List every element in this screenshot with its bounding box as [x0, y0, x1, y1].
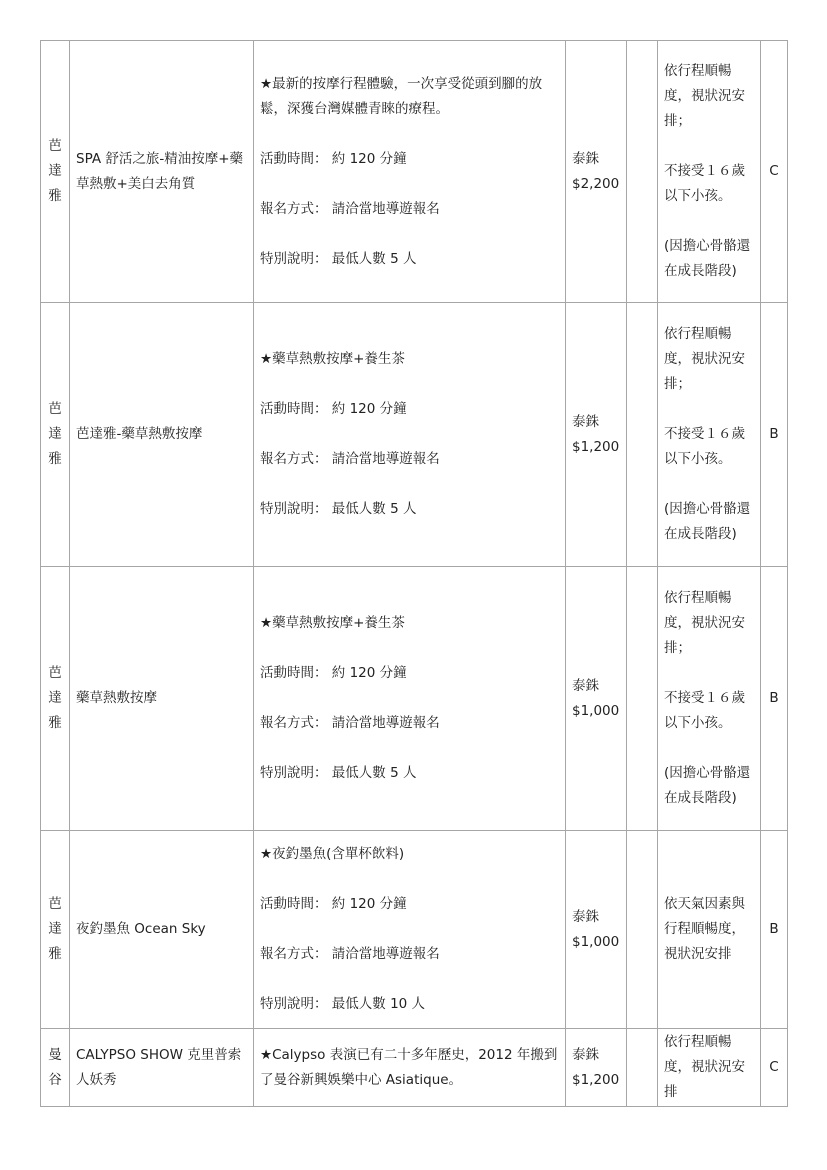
price-currency: 泰銖 — [572, 908, 599, 925]
grade-cell: B — [761, 567, 788, 831]
grade-cell: C — [761, 41, 788, 303]
price-value: $1,000 — [572, 702, 620, 719]
table-row — [41, 41, 788, 303]
description-line: 特別說明： 最低人數 5 人 — [260, 250, 417, 267]
description-line: 特別說明： 最低人數 5 人 — [260, 501, 417, 517]
blank-cell — [627, 567, 658, 831]
price-currency: 泰銖 — [572, 677, 599, 694]
note-line: (因擔心骨骼還在成長階段) — [664, 501, 751, 542]
region-char: 芭 — [48, 896, 62, 912]
activity-name: CALYPSO SHOW 克里普索人妖秀 — [70, 1029, 254, 1107]
activity-name: 夜釣墨魚 Ocean Sky — [70, 831, 254, 1029]
notes-cell — [658, 303, 761, 567]
activity-description — [254, 41, 566, 303]
notes-cell — [658, 831, 761, 1029]
region-cell — [41, 303, 70, 567]
region-char: 曼 — [48, 1046, 62, 1063]
region-char: 芭 — [48, 138, 62, 154]
note-line: 不接受１６歲以下小孩。 — [664, 163, 745, 204]
price-cell — [566, 303, 627, 567]
blank-cell — [627, 303, 658, 567]
notes-cell — [658, 41, 761, 303]
note-line: 不接受１６歲以下小孩。 — [664, 690, 745, 731]
price-value: $1,200 — [572, 1071, 620, 1088]
note-line: 依行程順暢度，視狀況安排； — [664, 590, 745, 656]
description-line: 特別說明： 最低人數 10 人 — [260, 996, 426, 1012]
itinerary-table — [40, 40, 788, 1107]
note-line: (因擔心骨骼還在成長階段) — [664, 238, 751, 279]
notes-cell — [658, 567, 761, 831]
activity-name: SPA 舒活之旅-精油按摩+藥草熱敷+美白去角質 — [70, 41, 254, 303]
region-char: 達 — [48, 163, 62, 179]
price-value: $2,200 — [572, 175, 620, 192]
price-currency: 泰銖 — [572, 150, 599, 167]
note-line: 依行程順暢度，視狀況安排； — [664, 326, 745, 392]
price-value: $1,200 — [572, 438, 620, 455]
activity-name: 藥草熱敷按摩 — [70, 567, 254, 831]
note-line: 依行程順暢度，視狀況安排 — [664, 1034, 745, 1100]
region-char: 谷 — [48, 1071, 62, 1088]
region-char: 芭 — [48, 665, 62, 681]
description-line: 活動時間： 約 120 分鐘 — [260, 896, 407, 912]
region-char: 達 — [48, 921, 62, 937]
blank-cell — [627, 41, 658, 303]
price-cell — [566, 41, 627, 303]
region-char: 芭 — [48, 401, 62, 417]
table-row — [41, 831, 788, 1029]
region-cell — [41, 41, 70, 303]
description-line: ★藥草熱敷按摩+養生茶 — [260, 351, 405, 367]
description-line: 活動時間： 約 120 分鐘 — [260, 665, 407, 681]
region-cell — [41, 567, 70, 831]
activity-description — [254, 303, 566, 567]
region-char: 雅 — [48, 946, 62, 962]
note-line: (因擔心骨骼還在成長階段) — [664, 765, 751, 806]
description-line: ★Calypso 表演已有二十多年歷史，2012 年搬到了曼谷新興娛樂中心 Asiatique。 — [260, 1046, 558, 1088]
activity-description — [254, 831, 566, 1029]
table-row — [41, 567, 788, 831]
region-char: 達 — [48, 426, 62, 442]
description-line: 報名方式： 請洽當地導遊報名 — [260, 451, 440, 467]
price-cell — [566, 831, 627, 1029]
blank-cell — [627, 1029, 658, 1107]
description-line: ★最新的按摩行程體驗，一次享受從頭到腳的放鬆，深獲台灣媒體青睞的療程。 — [260, 75, 543, 117]
price-value: $1,000 — [572, 933, 620, 950]
description-line: 活動時間： 約 120 分鐘 — [260, 401, 407, 417]
description-line: ★夜釣墨魚(含單杯飲料) — [260, 846, 405, 862]
description-line: 特別說明： 最低人數 5 人 — [260, 765, 417, 781]
description-line: 報名方式： 請洽當地導遊報名 — [260, 946, 440, 962]
price-currency: 泰銖 — [572, 1046, 599, 1063]
description-line: 報名方式： 請洽當地導遊報名 — [260, 715, 440, 731]
region-char: 雅 — [48, 188, 62, 204]
description-line: ★藥草熱敷按摩+養生茶 — [260, 615, 405, 631]
price-cell — [566, 1029, 627, 1107]
activity-name: 芭達雅-藥草熱敷按摩 — [70, 303, 254, 567]
table-row — [41, 1029, 788, 1107]
description-line: 活動時間： 約 120 分鐘 — [260, 150, 407, 167]
note-line: 依行程順暢度，視狀況安排； — [664, 63, 745, 129]
activity-description — [254, 567, 566, 831]
activity-description — [254, 1029, 566, 1107]
region-char: 雅 — [48, 451, 62, 467]
blank-cell — [627, 831, 658, 1029]
note-line: 依天氣因素與行程順暢度，視狀況安排 — [664, 896, 745, 962]
description-line: 報名方式： 請洽當地導遊報名 — [260, 200, 440, 217]
region-char: 達 — [48, 690, 62, 706]
region-cell — [41, 831, 70, 1029]
note-line: 不接受１６歲以下小孩。 — [664, 426, 745, 467]
table-row — [41, 303, 788, 567]
grade-cell: B — [761, 303, 788, 567]
region-char: 雅 — [48, 715, 62, 731]
price-currency: 泰銖 — [572, 413, 599, 430]
region-cell — [41, 1029, 70, 1107]
grade-cell: C — [761, 1029, 788, 1107]
notes-cell — [658, 1029, 761, 1107]
price-cell — [566, 567, 627, 831]
grade-cell: B — [761, 831, 788, 1029]
